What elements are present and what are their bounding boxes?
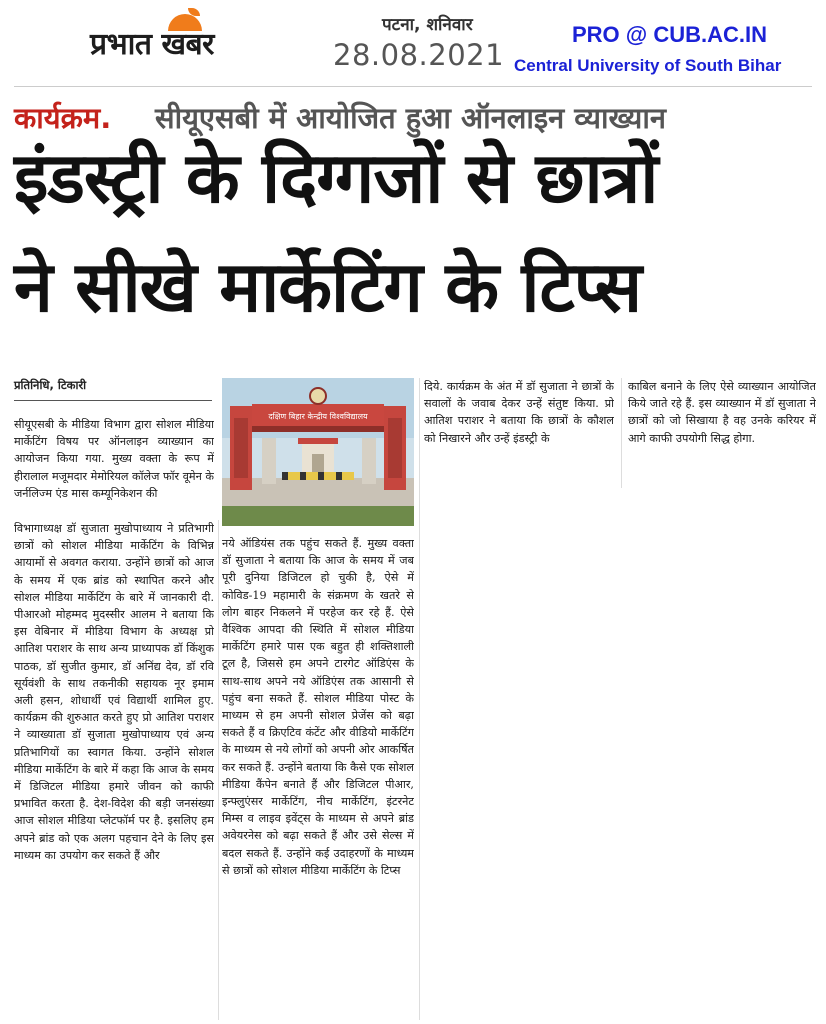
article-column-4: काबिल बनाने के लिए ऐसे व्याख्यान आयोजित किये जाते रहे हैं. इस व्याख्यान में डॉ सुजाता ने छात्रों को जो सिखाया है वह उनके करियर में आगे काफी उपयोगी सिद्ध होगा. xyxy=(628,380,816,445)
article-column-2: नये ऑडियंस तक पहुंच सकते हैं. मुख्य वक्ता डॉ सुजाता ने बताया कि आज के समय में जब पूरी दुनिया डिजिटल हो चुकी है, ऐसे में कोविड-19 महामारी के संक्रमण के खतरे से लोग बाहर निकलने में परहेज कर रहे हैं. ऐसे वैश्विक आपदा की स्थिति में सोशल मीडिया मार्केटिंग हमारे पास एक बहुत ही शक्तिशाली टूल है, जिससे हम अपने टारगेट ऑडिएंस के साथ-साथ अपने नये ऑडिएंस तक आसानी से पहुंच बना सकते हैं. सोशल मीडिया पोस्ट के माध्यम से हम अपनी सोशल प्रेजेंस को बढ़ा सकते हैं व क्रिएटिव कंटेंट और वीडियो मार्केटिंग के माध्यम से नये लोगों को अपनी ओर आकर्षित कर सकते हैं. उन्होंने बताया कि कैसे एक सोशल मीडिया कैंपेन बनाते हैं और डिजिटल पीआर, इन्फ्लुएंसर मार्केटिंग, नीच मार्केटिंग, इंटरनेट मिम्स व लाइव इवेंट्स के माध्यम से अपने ब्रांड अवेयरनेस को बढ़ा सकते हैं और उसे सेल्स में बदल सकते हैं. उन्होंने कई उदाहरणों के माध्यम से छात्रों को सोशल मीडिया मार्केटिंग के टिप्स xyxy=(222,537,414,877)
kicker-label: कार्यक्रम. xyxy=(14,101,112,135)
gate-sign-text: दक्षिण बिहार केन्द्रीय विश्वविद्यालय xyxy=(268,412,368,421)
pro-email-label: PRO @ CUB.AC.IN xyxy=(572,22,768,47)
article-column-1: विभागाध्यक्ष डॉ सुजाता मुखोपाध्याय ने प्रतिभागी छात्रों को सोशल मीडिया मार्केटिंग के विभिन्न आयामों से अवगत कराया. उन्होंने छात्रों को आज के समय में एक ब्रांड को स्थापित करने और सोशल मीडिया मार्केटिंग के बारे में जानकारी दी. पीआरओ मोहम्मद मुदस्सीर आलम ने बताया कि इस वेबिनार में मीडिया विभाग के अध्यक्ष प्रो आतिश पराशर के साथ अन्य प्राध्यापक डॉ किंशुक पाठक, डॉ सुजीत कुमार, डॉ अनिंद्य देव, डॉ रवि सूर्यवंशी के साथ तकनीकी सहायक नूर इमाम अली हसन, शोधार्थी एवं विद्यार्थी शामिल हुए. कार्यक्रम की शुरुआत करते हुए प्रो आतिश पराशर ने व्याख्याता डॉ सुजाता मुखोपाध्याय एवं अन्य प्रतिभागियों का स्वागत किया. उन्होंने सोशल मीडिया मार्केटिंग के बारे में कहा कि आज के समय में डिजिटल मीडिया हमारे जीवन को काफी प्रभावित करता है. देश-विदेश की बड़ी जनसंख्या आज सोशल मीडिया प्लेटफॉर्म पर है. इसलिए हम अपने ब्रांड को एक अलग पहचान देने के लिए इस माध्यम का उपयोग कर सकते हैं और xyxy=(14,522,214,862)
byline-divider xyxy=(14,400,212,401)
university-gate-photo xyxy=(222,378,414,526)
headline-line-2: ने सीखे मार्केटिंग के टिप्स xyxy=(14,246,642,328)
column-divider xyxy=(621,378,622,488)
column-divider xyxy=(218,520,219,1020)
dateline-city: पटना, शनिवार xyxy=(382,15,473,35)
masthead-divider xyxy=(14,86,812,87)
byline: प्रतिनिधि, टिकारी xyxy=(14,378,87,392)
university-label: Central University of South Bihar xyxy=(514,56,782,75)
kicker-subhead: सीयूएसबी में आयोजित हुआ ऑनलाइन व्याख्यान xyxy=(155,101,666,135)
headline-line-1: इंडस्ट्री के दिग्गजों से छात्रों xyxy=(14,137,658,219)
dateline-date: 28.08.2021 xyxy=(333,38,505,72)
article-column-1-top: सीयूएसबी के मीडिया विभाग द्वारा सोशल मीडिया मार्केटिंग विषय पर ऑनलाइन व्याख्यान का आयोजन किया गया. मुख्य वक्ता के रूप में हीरालाल मजूमदार मेमोरियल कॉलेज फॉर वूमेन के जर्नलिज्म एंड मास कम्यूनिकेशन की xyxy=(14,418,214,500)
column-divider xyxy=(419,378,420,1020)
newspaper-logo: प्रभात खबर xyxy=(90,27,214,62)
article-column-3: दिये. कार्यक्रम के अंत में डॉ सुजाता ने छात्रों के सवालों के जवाब देकर उन्हें संतुष्ट किया. प्रो आतिश पराशर ने बताया कि छात्रों के कौशल को निखारने और उन्हें इंडस्ट्री के xyxy=(424,380,614,445)
